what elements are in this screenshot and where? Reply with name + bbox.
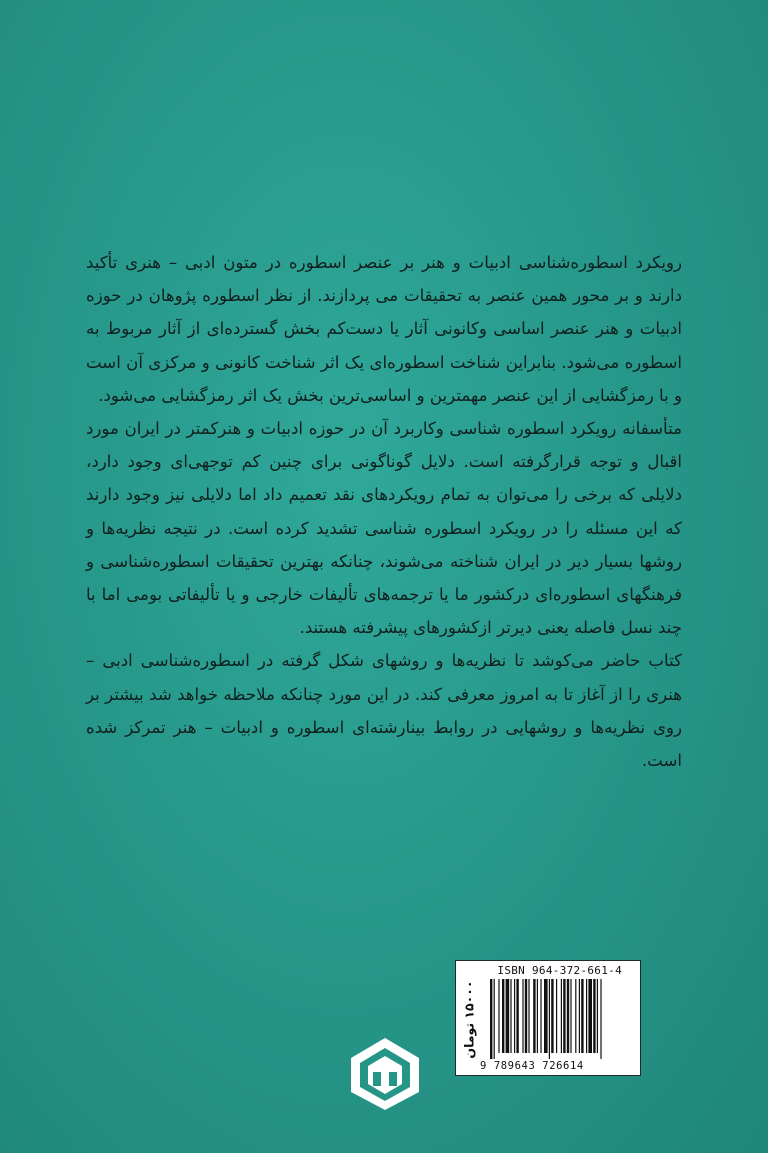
- blurb-paragraph-2: متأسفانه رویکرد اسطوره شناسی وکاربرد آن در حوزه ادبیات و هنرکمتر در ایران مورد اقبال و توجه قرارگرفته است. دلایل گوناگونی برای چنین کم توجهی‌ای وجود دارد، دلایلی که برخی را می‌توان به تمام رویکردهای نقد تعمیم داد اما دلایلی نیز وجود دارند که این مسئله را در رویکرد اسطوره شناسی تشدید کرده است. در نتیجه نظریه‌ها و روشها بسیار دیر در ایران شناخته می‌شوند، چنانکه بهترین تحقیقات اسطوره‌شناسی و فرهنگهای اسطوره‌ای درکشور ما یا ترجمه‌های تألیفات خارجی و یا تألیفاتی بومی اما با چند نسل فاصله یعنی دیرتر ازکشورهای پیشرفته هستند.: [86, 419, 682, 638]
- barcode-icon: [490, 979, 636, 1059]
- isbn-text: ISBN 964-372-661-4: [497, 964, 622, 977]
- publisher-logo-icon: [347, 1034, 423, 1112]
- blurb-text: [86, 246, 682, 777]
- blurb-paragraph-3: کتاب حاضر می‌کوشد تا نظریه‌ها و روشهای شکل گرفته در اسطوره‌شناسی ادبی – هنری را از آغاز تا به امروز معرفی کند. در این مورد چنانکه ملاحظه خواهد شد بیشتر بر روی نظریه‌ها و روشهایی در روابط بینارشته‌ای اسطوره و ادبیات – هنر تمرکز شده است.: [86, 651, 682, 771]
- price-label: ۱۵۰۰۰ تومان: [461, 979, 477, 1059]
- barcode-number: 9 789643 726614: [480, 1060, 584, 1072]
- barcode-label: [455, 960, 641, 1076]
- blurb-paragraph-1: رویکرد اسطوره‌شناسی ادبیات و هنر بر عنصر اسطوره در متون ادبی – هنری تأکید دارند و بر محور همین عنصر به تحقیقات می پردازند. از نظر اسطوره پژوهان در حوزه ادبیات و هنر عنصر اساسی وکانونی آثار یا دست‌کم بخش گسترده‌ای از آثار مربوط به اسطوره می‌شود. بنابراین شناخت اسطوره‌ای یک اثر شناخت کانونی و مرکزی آن است و با رمزگشایی از این عنصر مهمترین و اساسی‌ترین بخش یک اثر رمزگشایی می‌شود.: [86, 253, 682, 405]
